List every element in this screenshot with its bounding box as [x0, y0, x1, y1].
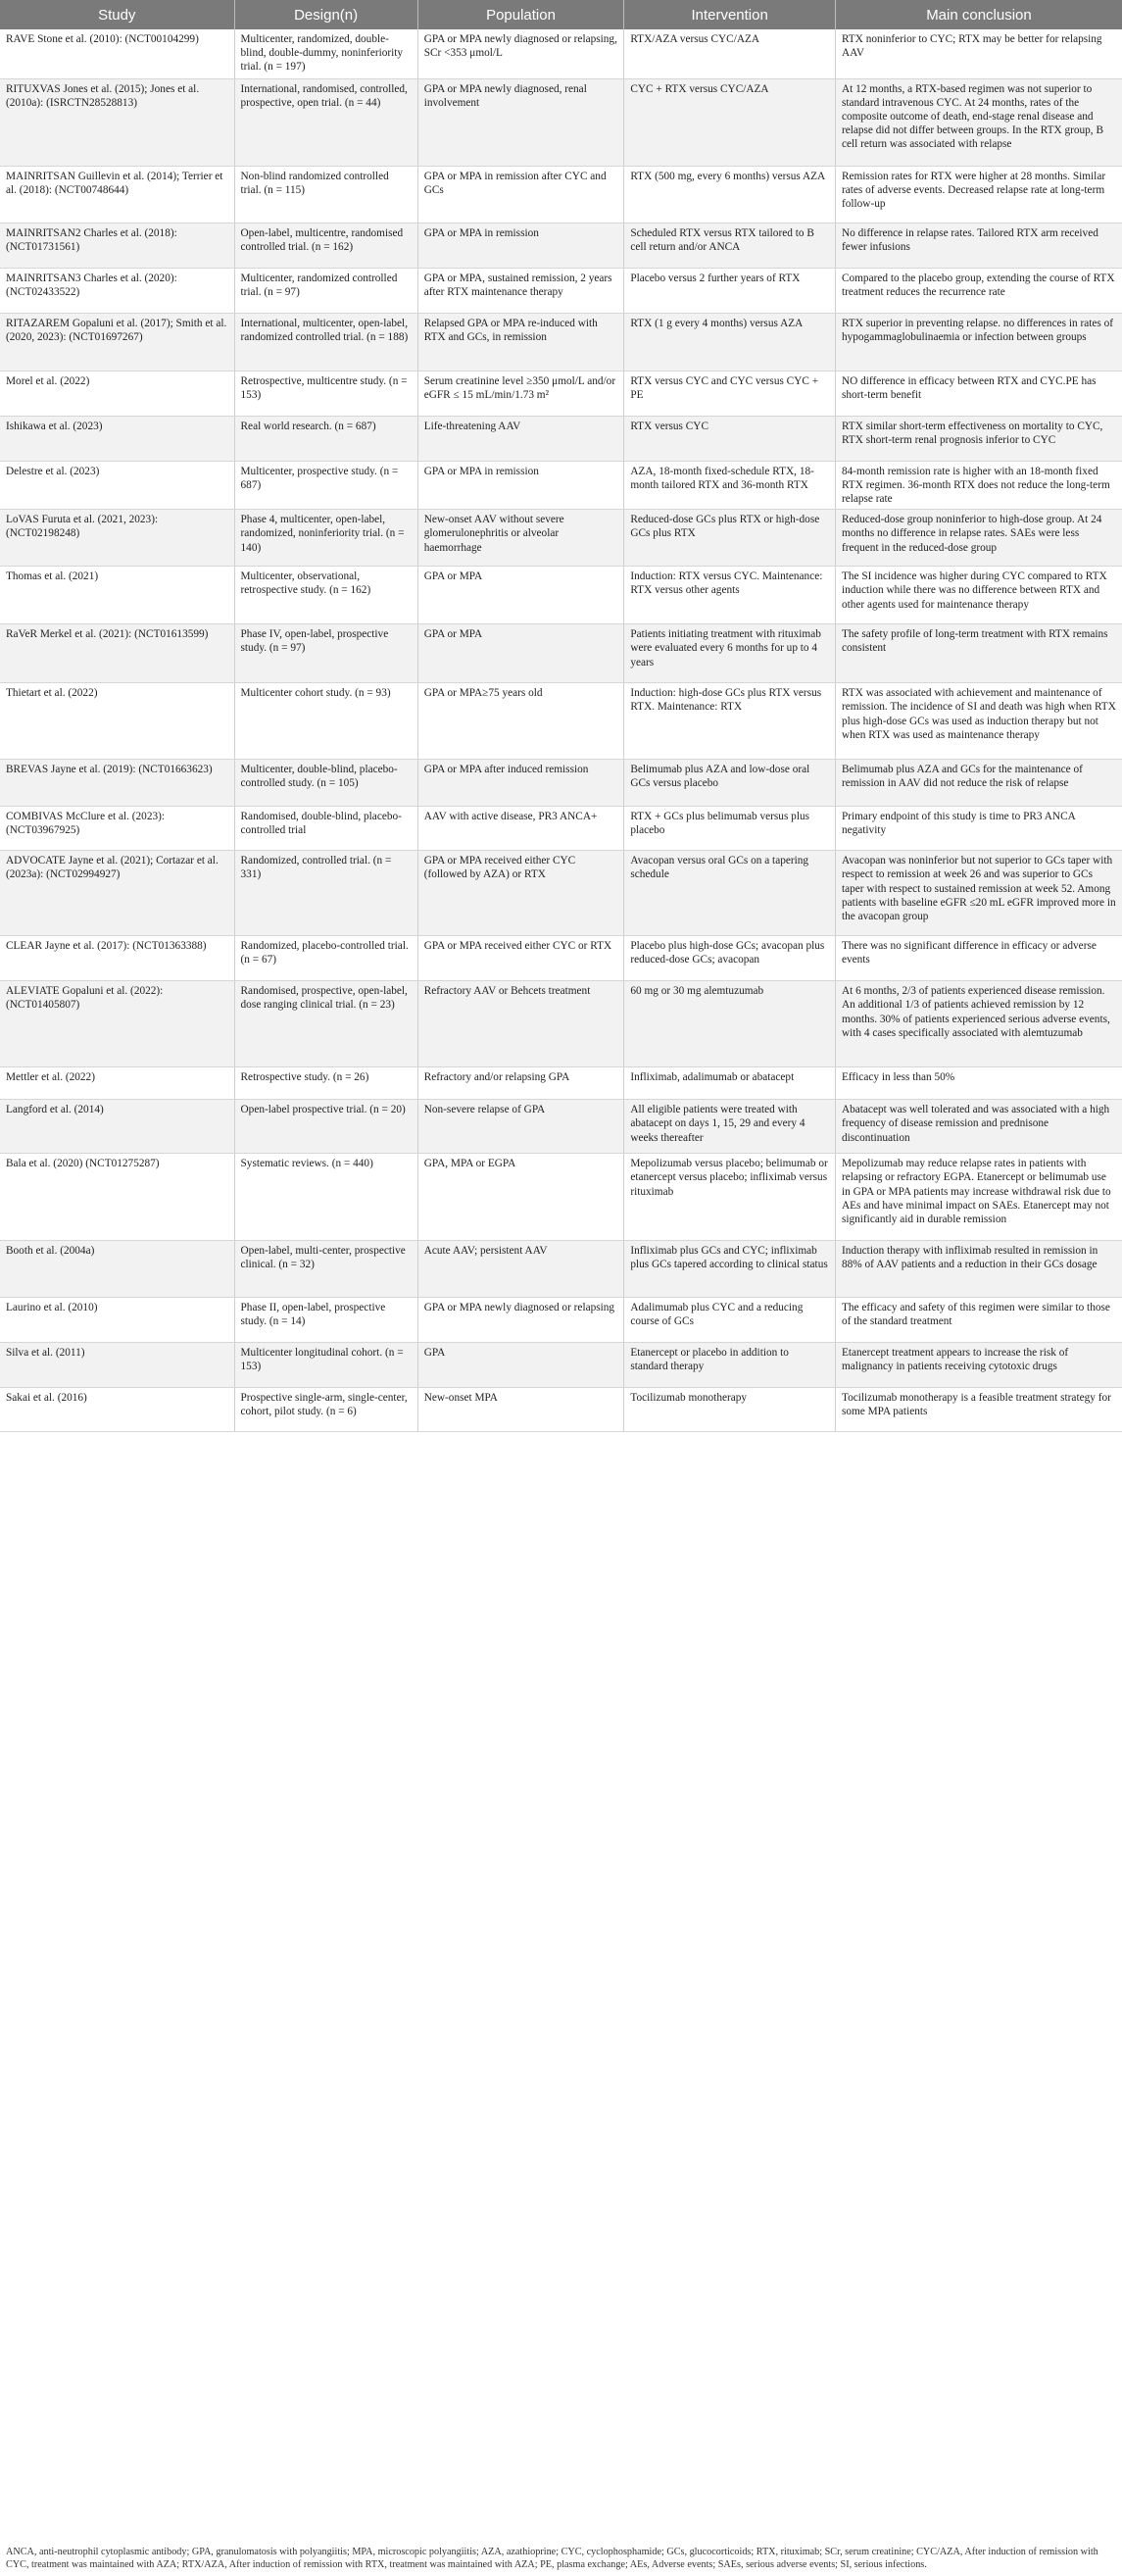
cell-design: Multicenter, prospective study. (n = 687)	[234, 461, 417, 510]
table-row	[0, 416, 1122, 461]
cell-study: Silva et al. (2011)	[0, 1343, 234, 1388]
header-row	[0, 0, 1122, 29]
cell-study: Delestre et al. (2023)	[0, 461, 234, 510]
cell-design: Multicenter, double-blind, placebo-controlled study. (n = 105)	[234, 760, 417, 807]
cell-conclusion: There was no significant difference in efficacy or adverse events	[835, 936, 1122, 981]
cell-intervention: Induction: high-dose GCs plus RTX versus RTX. Maintenance: RTX	[624, 683, 836, 760]
cell-conclusion: Belimumab plus AZA and GCs for the maintenance of remission in AAV did not reduce the risk of relapse	[835, 760, 1122, 807]
cell-design: Randomised, prospective, open-label, dose ranging clinical trial. (n = 23)	[234, 981, 417, 1067]
cell-population: GPA or MPA after induced remission	[417, 760, 624, 807]
cell-intervention: CYC + RTX versus CYC/AZA	[624, 78, 836, 166]
table-row	[0, 371, 1122, 416]
table-row	[0, 624, 1122, 683]
header-design: Design(n)	[234, 0, 417, 29]
cell-design: Phase IV, open-label, prospective study. (n = 97)	[234, 624, 417, 683]
table-row	[0, 78, 1122, 166]
header-intervention: Intervention	[624, 0, 836, 29]
cell-study: RaVeR Merkel et al. (2021): (NCT01613599)	[0, 624, 234, 683]
cell-intervention: Avacopan versus oral GCs on a tapering schedule	[624, 851, 836, 936]
cell-design: Multicenter, observational, retrospective study. (n = 162)	[234, 567, 417, 624]
cell-design: Open-label prospective trial. (n = 20)	[234, 1100, 417, 1154]
table-row	[0, 29, 1122, 78]
table-footnote: ANCA, anti-neutrophil cytoplasmic antibody; GPA, granulomatosis with polyangiitis; MPA, microscopic polyangiitis; AZA, azathioprine; CYC, cyclophosphamide; GCs, glucocorticoids; RTX, rituximab; SCr, serum creatinine; CYC/AZA, After induction of remission with CYC, treatment was maintained with AZA; RTX/AZA, After induction of remission with RTX, treatment was maintained with AZA; PE, plasma exchange; AEs, Adverse events; SAEs, serious adverse events; SI, serious infections.	[6, 2547, 1098, 2570]
table-row	[0, 223, 1122, 268]
cell-study: COMBIVAS McClure et al. (2023): (NCT03967925)	[0, 807, 234, 851]
cell-intervention: Adalimumab plus CYC and a reducing course of GCs	[624, 1298, 836, 1343]
cell-population: GPA or MPA received either CYC (followed by AZA) or RTX	[417, 851, 624, 936]
cell-design: Retrospective study. (n = 26)	[234, 1067, 417, 1100]
cell-conclusion: Reduced-dose group noninferior to high-dose group. At 24 months no difference in relapse rates. SAEs were less frequent in the reduced-dose group	[835, 510, 1122, 567]
table-row	[0, 461, 1122, 510]
cell-conclusion: Compared to the placebo group, extending the course of RTX treatment reduces the recurrence rate	[835, 268, 1122, 313]
cell-conclusion: Etanercept treatment appears to increase the risk of malignancy in patients receiving cytotoxic drugs	[835, 1343, 1122, 1388]
cell-study: Booth et al. (2004a)	[0, 1241, 234, 1298]
cell-conclusion: The efficacy and safety of this regimen were similar to those of the standard treatment	[835, 1298, 1122, 1343]
header-population: Population	[417, 0, 624, 29]
cell-design: Multicenter, randomized controlled trial. (n = 97)	[234, 268, 417, 313]
cell-conclusion: No difference in relapse rates. Tailored RTX arm received fewer infusions	[835, 223, 1122, 268]
table-row	[0, 1154, 1122, 1241]
cell-design: Non-blind randomized controlled trial. (n = 115)	[234, 166, 417, 223]
cell-conclusion: Remission rates for RTX were higher at 28 months. Similar rates of adverse events. Decreased relapse rate at long-term follow-up	[835, 166, 1122, 223]
table-row	[0, 510, 1122, 567]
cell-intervention: Infliximab plus GCs and CYC; infliximab plus GCs tapered according to clinical status	[624, 1241, 836, 1298]
cell-population: GPA or MPA	[417, 567, 624, 624]
cell-population: GPA or MPA in remission after CYC and GCs	[417, 166, 624, 223]
table-row	[0, 1241, 1122, 1298]
cell-study: BREVAS Jayne et al. (2019): (NCT01663623)	[0, 760, 234, 807]
cell-design: Multicenter cohort study. (n = 93)	[234, 683, 417, 760]
cell-intervention: RTX (1 g every 4 months) versus AZA	[624, 313, 836, 371]
cell-study: Langford et al. (2014)	[0, 1100, 234, 1154]
cell-study: ADVOCATE Jayne et al. (2021); Cortazar et al. (2023a): (NCT02994927)	[0, 851, 234, 936]
cell-intervention: AZA, 18-month fixed-schedule RTX, 18-month tailored RTX and 36-month RTX	[624, 461, 836, 510]
cell-study: RITUXVAS Jones et al. (2015); Jones et al. (2010a): (ISRCTN28528813)	[0, 78, 234, 166]
cell-population: GPA	[417, 1343, 624, 1388]
cell-population: Serum creatinine level ≥350 μmol/L and/or eGFR ≤ 15 mL/min/1.73 m²	[417, 371, 624, 416]
cell-design: Randomized, placebo-controlled trial. (n = 67)	[234, 936, 417, 981]
cell-population: New-onset MPA	[417, 1388, 624, 1432]
table-row	[0, 268, 1122, 313]
header-study: Study	[0, 0, 234, 29]
cell-population: Refractory AAV or Behcets treatment	[417, 981, 624, 1067]
cell-design: Phase 4, multicenter, open-label, randomized, noninferiority trial. (n = 140)	[234, 510, 417, 567]
table-header	[0, 0, 1122, 29]
cell-study: Thietart et al. (2022)	[0, 683, 234, 760]
cell-intervention: 60 mg or 30 mg alemtuzumab	[624, 981, 836, 1067]
cell-design: Prospective single-arm, single-center, cohort, pilot study. (n = 6)	[234, 1388, 417, 1432]
table-row	[0, 1388, 1122, 1432]
cell-conclusion: The safety profile of long-term treatment with RTX remains consistent	[835, 624, 1122, 683]
cell-design: Randomised, double-blind, placebo-controlled trial	[234, 807, 417, 851]
cell-intervention: Tocilizumab monotherapy	[624, 1388, 836, 1432]
cell-population: GPA or MPA newly diagnosed or relapsing, SCr <353 μmol/L	[417, 29, 624, 78]
cell-conclusion: RTX noninferior to CYC; RTX may be better for relapsing AAV	[835, 29, 1122, 78]
cell-intervention: RTX versus CYC	[624, 416, 836, 461]
table-row	[0, 1067, 1122, 1100]
cell-study: Thomas et al. (2021)	[0, 567, 234, 624]
cell-intervention: RTX versus CYC and CYC versus CYC + PE	[624, 371, 836, 416]
cell-design: Open-label, multi-center, prospective clinical. (n = 32)	[234, 1241, 417, 1298]
cell-population: GPA, MPA or EGPA	[417, 1154, 624, 1241]
cell-conclusion: Tocilizumab monotherapy is a feasible treatment strategy for some MPA patients	[835, 1388, 1122, 1432]
cell-intervention: Reduced-dose GCs plus RTX or high-dose GCs plus RTX	[624, 510, 836, 567]
cell-intervention: All eligible patients were treated with abatacept on days 1, 15, 29 and every 4 weeks thereafter	[624, 1100, 836, 1154]
cell-design: Phase II, open-label, prospective study. (n = 14)	[234, 1298, 417, 1343]
cell-intervention: RTX (500 mg, every 6 months) versus AZA	[624, 166, 836, 223]
cell-study: Morel et al. (2022)	[0, 371, 234, 416]
cell-population: AAV with active disease, PR3 ANCA+	[417, 807, 624, 851]
table-row	[0, 166, 1122, 223]
cell-intervention: Patients initiating treatment with rituximab were evaluated every 6 months for up to 4 years	[624, 624, 836, 683]
cell-intervention: Infliximab, adalimumab or abatacept	[624, 1067, 836, 1100]
cell-study: CLEAR Jayne et al. (2017): (NCT01363388)	[0, 936, 234, 981]
cell-study: Sakai et al. (2016)	[0, 1388, 234, 1432]
cell-population: Refractory and/or relapsing GPA	[417, 1067, 624, 1100]
cell-conclusion: Avacopan was noninferior but not superior to GCs taper with respect to remission at week 26 and was superior to GCs taper with respect to sustained remission at week 52. Among patients with baseline eGFR ≤20 mL eGFR improved more in the avacopan group	[835, 851, 1122, 936]
cell-conclusion: RTX was associated with achievement and maintenance of remission. The incidence of SI and death was high when RTX plus high-dose GCs was used as induction therapy but not when RTX was used as maintenance therapy	[835, 683, 1122, 760]
table-row	[0, 851, 1122, 936]
table-row	[0, 981, 1122, 1067]
cell-study: Ishikawa et al. (2023)	[0, 416, 234, 461]
table-row	[0, 683, 1122, 760]
cell-design: Systematic reviews. (n = 440)	[234, 1154, 417, 1241]
cell-design: Multicenter, randomized, double-blind, double-dummy, noninferiority trial. (n = 197)	[234, 29, 417, 78]
table-row	[0, 760, 1122, 807]
cell-study: MAINRITSAN3 Charles et al. (2020): (NCT02433522)	[0, 268, 234, 313]
table-row	[0, 1100, 1122, 1154]
cell-population: GPA or MPA≥75 years old	[417, 683, 624, 760]
cell-design: Multicenter longitudinal cohort. (n = 153)	[234, 1343, 417, 1388]
cell-intervention: RTX + GCs plus belimumab versus plus placebo	[624, 807, 836, 851]
cell-intervention: Induction: RTX versus CYC. Maintenance: RTX versus other agents	[624, 567, 836, 624]
cell-study: LoVAS Furuta et al. (2021, 2023): (NCT02198248)	[0, 510, 234, 567]
cell-intervention: Etanercept or placebo in addition to standard therapy	[624, 1343, 836, 1388]
cell-intervention: Placebo plus high-dose GCs; avacopan plus reduced-dose GCs; avacopan	[624, 936, 836, 981]
cell-conclusion: At 12 months, a RTX-based regimen was not superior to standard intravenous CYC. At 24 months, rates of the composite outcome of death, end-stage renal disease and relapse did not differ between groups. In the RTX group, B cell return was associated with relapse	[835, 78, 1122, 166]
cell-population: GPA or MPA newly diagnosed, renal involvement	[417, 78, 624, 166]
cell-study: Bala et al. (2020) (NCT01275287)	[0, 1154, 234, 1241]
cell-conclusion: Mepolizumab may reduce relapse rates in patients with relapsing or refractory EGPA. Etanercept or belimumab use in GPA or MPA patients may increase withdrawal risk due to AEs and have minimal impact on SAEs. Etanercept may not significantly aid in durable remission	[835, 1154, 1122, 1241]
cell-conclusion: RTX similar short-term effectiveness on mortality to CYC, RTX short-term renal prognosis inferior to CYC	[835, 416, 1122, 461]
cell-conclusion: 84-month remission rate is higher with an 18-month fixed RTX regimen. 36-month RTX does not reduce the long-term relapse rate	[835, 461, 1122, 510]
cell-study: RITAZAREM Gopaluni et al. (2017); Smith et al. (2020, 2023): (NCT01697267)	[0, 313, 234, 371]
cell-design: Randomized, controlled trial. (n = 331)	[234, 851, 417, 936]
cell-population: New-onset AAV without severe glomerulonephritis or alveolar haemorrhage	[417, 510, 624, 567]
cell-study: Laurino et al. (2010)	[0, 1298, 234, 1343]
cell-conclusion: Abatacept was well tolerated and was associated with a high frequency of disease remission and prednisone discontinuation	[835, 1100, 1122, 1154]
cell-conclusion: At 6 months, 2/3 of patients experienced disease remission. An additional 1/3 of patients achieved remission by 12 months. 30% of patients experienced serious adverse events, with 4 cases specifically associated with alemtuzumab	[835, 981, 1122, 1067]
cell-intervention: Placebo versus 2 further years of RTX	[624, 268, 836, 313]
cell-population: Non-severe relapse of GPA	[417, 1100, 624, 1154]
cell-population: GPA or MPA, sustained remission, 2 years after RTX maintenance therapy	[417, 268, 624, 313]
cell-conclusion: Efficacy in less than 50%	[835, 1067, 1122, 1100]
cell-design: International, multicenter, open-label, randomized controlled trial. (n = 188)	[234, 313, 417, 371]
table-body	[0, 29, 1122, 1432]
cell-study: MAINRITSAN Guillevin et al. (2014); Terrier et al. (2018): (NCT00748644)	[0, 166, 234, 223]
cell-design: Open-label, multicentre, randomised controlled trial. (n = 162)	[234, 223, 417, 268]
cell-intervention: RTX/AZA versus CYC/AZA	[624, 29, 836, 78]
cell-design: Real world research. (n = 687)	[234, 416, 417, 461]
cell-conclusion: The SI incidence was higher during CYC compared to RTX induction while there was no difference between RTX and other agents used for maintenance therapy	[835, 567, 1122, 624]
cell-study: Mettler et al. (2022)	[0, 1067, 234, 1100]
cell-conclusion: RTX superior in preventing relapse. no differences in rates of hypogammaglobulinaemia or infection between groups	[835, 313, 1122, 371]
cell-conclusion: Primary endpoint of this study is time to PR3 ANCA negativity	[835, 807, 1122, 851]
cell-population: GPA or MPA in remission	[417, 223, 624, 268]
cell-population: Life-threatening AAV	[417, 416, 624, 461]
cell-intervention: Scheduled RTX versus RTX tailored to B cell return and/or ANCA	[624, 223, 836, 268]
cell-population: GPA or MPA received either CYC or RTX	[417, 936, 624, 981]
cell-study: ALEVIATE Gopaluni et al. (2022): (NCT01405807)	[0, 981, 234, 1067]
table-row	[0, 807, 1122, 851]
cell-study: RAVE Stone et al. (2010): (NCT00104299)	[0, 29, 234, 78]
cell-population: Acute AAV; persistent AAV	[417, 1241, 624, 1298]
table-row	[0, 936, 1122, 981]
cell-intervention: Mepolizumab versus placebo; belimumab or etanercept versus placebo; infliximab versus rituximab	[624, 1154, 836, 1241]
table-row	[0, 567, 1122, 624]
cell-design: Retrospective, multicentre study. (n = 153)	[234, 371, 417, 416]
cell-conclusion: Induction therapy with infliximab resulted in remission in 88% of AAV patients and a reduction in their GCs dosage	[835, 1241, 1122, 1298]
table-row	[0, 1298, 1122, 1343]
cell-conclusion: NO difference in efficacy between RTX and CYC.PE has short-term benefit	[835, 371, 1122, 416]
table-row	[0, 1343, 1122, 1388]
table-row	[0, 313, 1122, 371]
cell-study: MAINRITSAN2 Charles et al. (2018): (NCT01731561)	[0, 223, 234, 268]
cell-design: International, randomised, controlled, prospective, open trial. (n = 44)	[234, 78, 417, 166]
cell-population: GPA or MPA	[417, 624, 624, 683]
header-conclusion: Main conclusion	[835, 0, 1122, 29]
cell-population: Relapsed GPA or MPA re-induced with RTX and GCs, in remission	[417, 313, 624, 371]
cell-population: GPA or MPA in remission	[417, 461, 624, 510]
cell-population: GPA or MPA newly diagnosed or relapsing	[417, 1298, 624, 1343]
cell-intervention: Belimumab plus AZA and low-dose oral GCs versus placebo	[624, 760, 836, 807]
